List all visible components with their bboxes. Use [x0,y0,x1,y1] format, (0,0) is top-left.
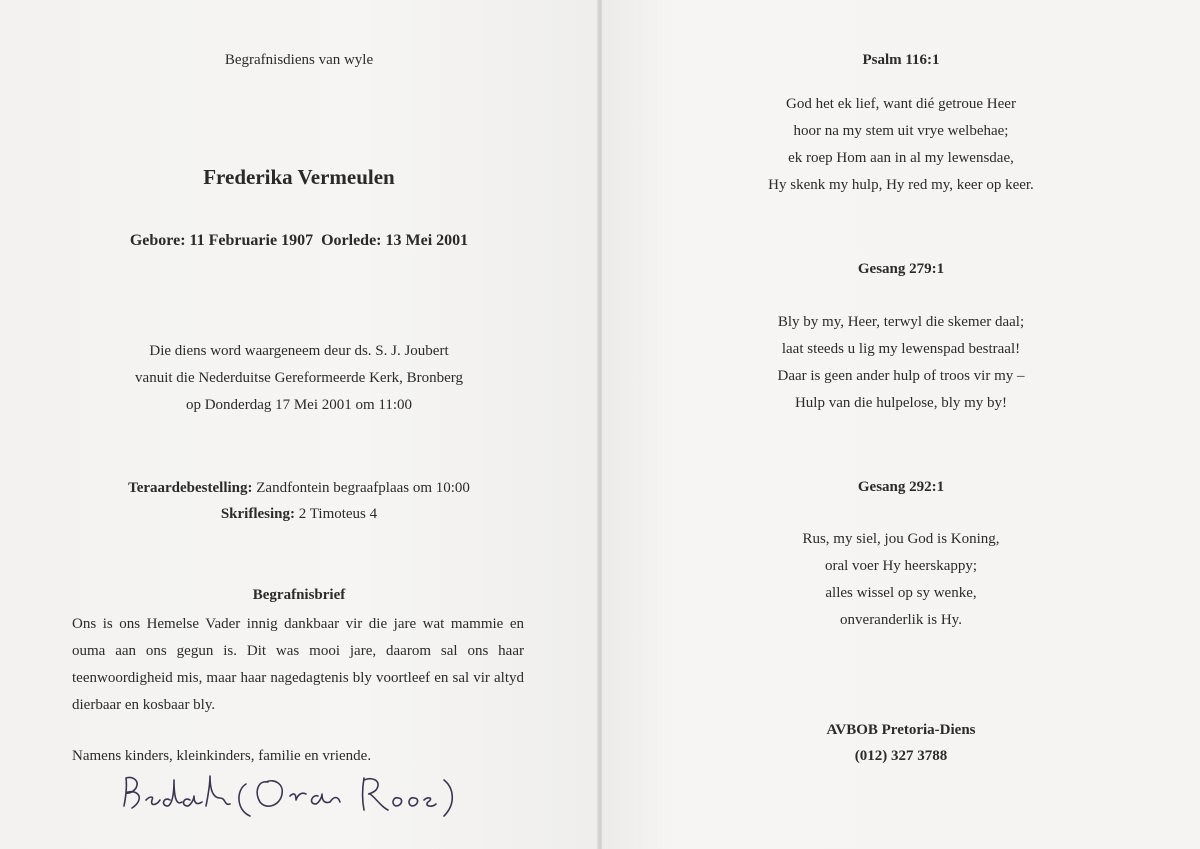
gesang-279-line: Daar is geen ander hulp of troos vir my – [777,368,1025,384]
burial-value: Zandfontein begraafplaas om 10:00 [252,480,470,496]
service-officiant-line: Die diens word waargeneem deur ds. S. J. Joubert [149,343,449,359]
scripture-reading [0,506,598,523]
birth-death-dates: Gebore: 11 Februarie 1907 Oorlede: 13 Mei 2001 [129,232,469,249]
gesang-279-line: laat steeds u lig my lewenspad bestraal! [781,341,1021,357]
gesang-292-line: alles wissel op sy wenke, [825,585,977,601]
service-heading: Begrafnisdiens van wyle [224,52,374,68]
left-page [0,0,598,849]
right-page [602,0,1200,849]
psalm-line: God het ek lief, want dié getroue Heer [786,96,1016,112]
psalm-title: Psalm 116:1 [862,52,940,68]
reading-label: Skriflesing: [220,506,296,522]
gesang-292-line: oral voer Hy heerskappy; [824,558,978,574]
funeral-home-phone: (012) 327 3788 [854,748,948,764]
gesang-279-title: Gesang 279:1 [857,261,945,277]
letter-body: Ons is ons Hemelse Vader innig dankbaar vir die jare wat mammie en ouma aan ons gegun is. Dit was mooi jare, daarom sal ons haar teenwoordigheid mis, maar haar nagedagtenis bly voortleef en sal vir altyd dierbaar en kosbaar bly. [72,616,524,713]
gesang-292-line: Rus, my siel, jou God is Koning, [802,531,1000,547]
family-signoff: Namens kinders, kleinkinders, familie en vriende. [72,748,372,764]
gesang-279-line: Hulp van die hulpelose, bly my by! [794,395,1008,411]
burial-label: Teraardebestelling: [128,480,253,496]
deceased-name: Frederika Vermeulen [203,165,395,189]
handwritten-signature [118,766,478,826]
service-church-line: vanuit die Nederduitse Gereformeerde Kerk, Bronberg [135,370,463,386]
psalm-line: Hy skenk my hulp, Hy red my, keer op keer. [768,177,1034,193]
psalm-line: ek roep Hom aan in al my lewensdae, [788,150,1014,166]
service-date-line: op Donderdag 17 Mei 2001 om 11:00 [185,397,413,413]
burial-info [0,480,598,497]
letter-title: Begrafnisbrief [252,587,346,603]
reading-value: 2 Timoteus 4 [295,506,378,522]
gesang-279-line: Bly by my, Heer, terwyl die skemer daal; [777,314,1025,330]
gesang-292-line: onveranderlik is Hy. [840,612,962,628]
funeral-home-name: AVBOB Pretoria-Diens [826,722,976,738]
psalm-line: hoor na my stem uit vrye welbehae; [793,123,1009,139]
gesang-292-title: Gesang 292:1 [857,479,945,495]
